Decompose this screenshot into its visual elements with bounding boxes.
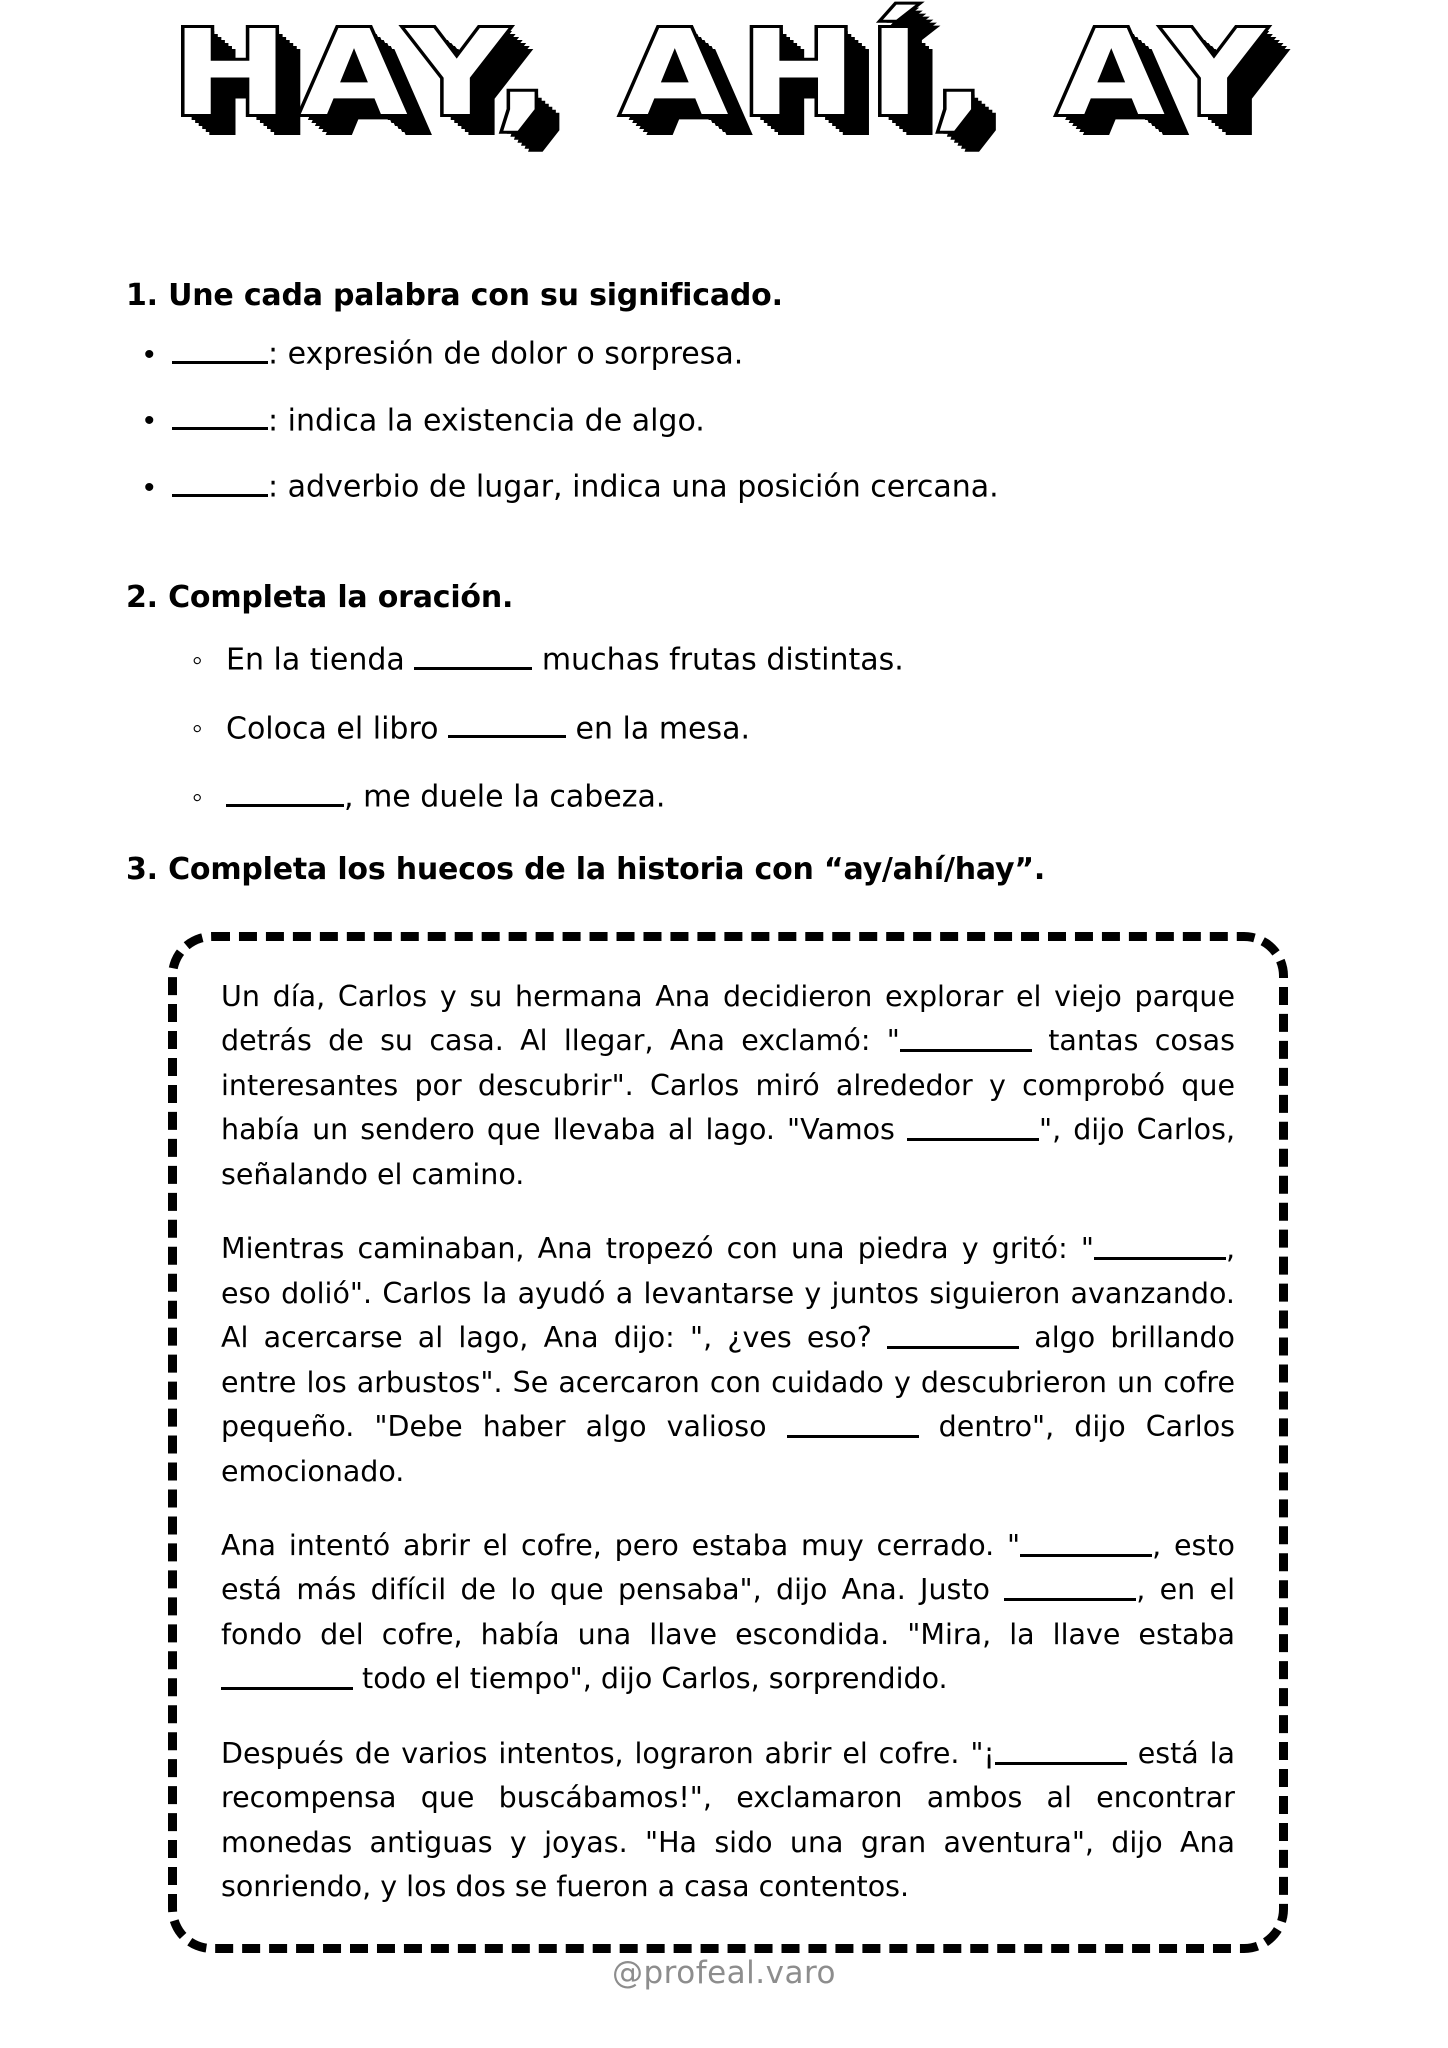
answer-blank[interactable]	[1094, 1229, 1226, 1261]
bullet-icon	[126, 473, 172, 503]
exercise-1	[126, 278, 999, 529]
story-p4-seg1: Después de varios intentos, lograron abrir el cofre. "¡	[221, 1736, 995, 1770]
story-p3-seg2: , esto está más difícil de lo que pensaba", dijo Ana. Justo	[221, 1528, 1235, 1607]
exercise-2-item-3-after: , me duele la cabeza.	[344, 779, 666, 815]
story-p1-seg1: Un día, Carlos y su hermana Ana decidieron explorar el viejo parque detrás de su casa. Al llegar, Ana exclamó: "	[221, 980, 1235, 1058]
exercise-2-item-1-before: En la tienda	[226, 642, 415, 678]
story-paragraph-1	[221, 975, 1235, 1197]
story-p1-seg2: tantas cosas interesantes por descubrir". Carlos miró alrededor y comprobó que había un sendero que llevaba al lago. "Vamos	[221, 1024, 1235, 1147]
answer-blank[interactable]	[448, 704, 566, 739]
list-item	[126, 462, 999, 505]
answer-blank[interactable]	[414, 635, 532, 670]
exercise-1-item-2-text: : indica la existencia de algo.	[268, 403, 705, 438]
exercise-1-item-3	[172, 462, 999, 505]
page-title: HAY, AHÍ, AY	[171, 4, 1277, 142]
answer-blank[interactable]	[907, 1110, 1039, 1142]
answer-blank[interactable]	[172, 462, 268, 497]
answer-blank[interactable]	[787, 1407, 919, 1439]
list-item	[126, 635, 904, 678]
answer-blank[interactable]	[226, 772, 344, 807]
exercise-1-heading: 1. Une cada palabra con su significado.	[126, 278, 783, 313]
watermark-handle: @profeal.varo	[611, 1955, 837, 1991]
exercise-2-item-2-after: en la mesa.	[566, 711, 751, 746]
circle-bullet-icon	[192, 714, 226, 744]
list-item	[126, 329, 999, 372]
exercise-3	[126, 852, 1045, 887]
story-p1-seg3: ", dijo Carlos, señalando el camino.	[221, 1113, 1235, 1191]
story-paragraph-4	[221, 1732, 1235, 1910]
story-paragraph-3	[221, 1524, 1235, 1702]
story-box	[168, 932, 1288, 1953]
answer-blank[interactable]	[221, 1659, 353, 1691]
bullet-icon	[126, 340, 172, 370]
exercise-3-heading: 3. Completa los huecos de la historia con “ay/ahí/hay”.	[126, 852, 1046, 887]
answer-blank[interactable]	[172, 329, 268, 364]
exercise-1-item-1	[172, 329, 743, 372]
answer-blank[interactable]	[900, 1021, 1032, 1053]
circle-bullet-icon	[192, 783, 226, 813]
story-paragraph-2	[221, 1227, 1235, 1494]
answer-blank[interactable]	[1020, 1525, 1152, 1557]
answer-blank[interactable]	[995, 1733, 1127, 1765]
answer-blank[interactable]	[1004, 1570, 1136, 1602]
list-item	[126, 396, 999, 439]
exercise-2-heading: 2. Completa la oración.	[126, 580, 514, 615]
exercise-1-item-3-text: : adverbio de lugar, indica una posición cercana.	[268, 469, 999, 505]
worksheet-title-banner	[0, 4, 1448, 142]
exercise-1-item-2	[172, 396, 705, 439]
exercise-2-item-2	[226, 704, 750, 747]
list-item	[126, 704, 904, 747]
story-p4-seg2: está la recompensa que buscábamos!", exclamaron ambos al encontrar monedas antiguas y joyas. "Ha sido una gran aventura", dijo Ana sonriendo, y los dos se fueron a casa contentos.	[221, 1736, 1235, 1904]
answer-blank[interactable]	[887, 1318, 1019, 1350]
exercise-2-item-2-before: Coloca el libro	[226, 711, 449, 746]
exercise-2	[126, 580, 904, 841]
exercise-2-item-1	[226, 635, 904, 678]
exercise-2-item-3	[226, 772, 665, 815]
story-p3-seg3: , en el fondo del cofre, había una llave escondida. "Mira, la llave estaba	[221, 1573, 1235, 1651]
story-p2-seg4: dentro", dijo Carlos emocionado.	[221, 1410, 1235, 1488]
exercise-1-item-1-text: : expresión de dolor o sorpresa.	[268, 336, 744, 372]
story-p3-seg4: todo el tiempo", dijo Carlos, sorprendido.	[353, 1662, 948, 1696]
story-p2-seg3: algo brillando entre los arbustos". Se acercaron con cuidado y descubrieron un cofre pequeño. "Debe haber algo valioso	[221, 1321, 1235, 1444]
story-p2-seg2: , eso dolió". Carlos la ayudó a levantarse y juntos siguieron avanzando. Al acercarse al lago, Ana dijo: ", ¿ves eso?	[221, 1232, 1235, 1355]
circle-bullet-icon	[192, 646, 226, 676]
exercise-2-item-1-after: muchas frutas distintas.	[532, 642, 904, 678]
story-p2-seg1: Mientras caminaban, Ana tropezó con una piedra y gritó: "	[221, 1232, 1094, 1266]
answer-blank[interactable]	[172, 396, 268, 431]
bullet-icon	[126, 406, 172, 436]
story-p3-seg1: Ana intentó abrir el cofre, pero estaba muy cerrado. "	[221, 1528, 1021, 1562]
list-item	[126, 772, 904, 815]
